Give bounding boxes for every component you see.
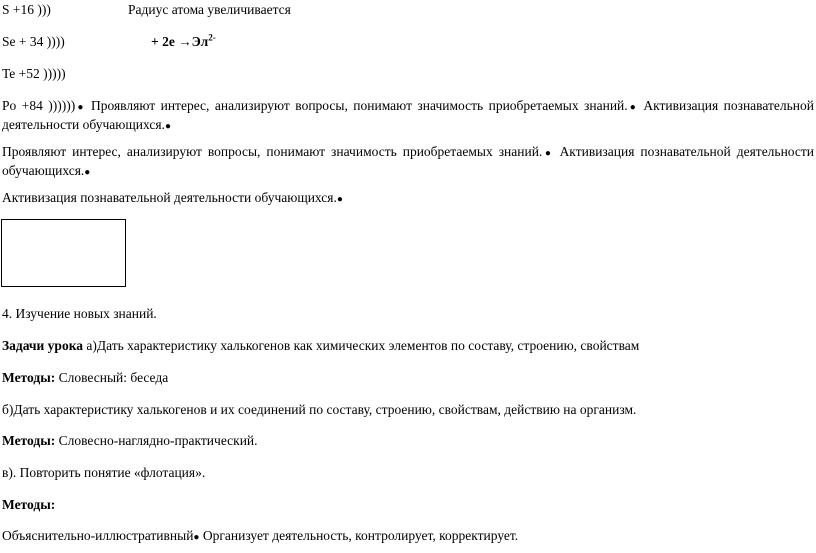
bullet-icon: ●: [542, 148, 554, 159]
methods-text: Словесно-наглядно-практический.: [55, 433, 258, 448]
paragraph-3: [2, 189, 343, 208]
methods-2: [2, 432, 258, 449]
bullet-icon: ●: [164, 121, 171, 132]
methods-label: Методы:: [2, 433, 56, 448]
bullet-icon: ●: [193, 532, 200, 543]
section-heading: 4. Изучение новых знаний.: [2, 306, 157, 321]
tasks-label: Задачи урока: [2, 338, 84, 353]
paragraph-3-text: Активизация познавательной деятельности обучающихся.: [2, 190, 337, 205]
ion-formula: [151, 33, 216, 50]
task-b: б)Дать характеристику халькогенов и их соединений по составу, строению, свойствам, действию на организм.: [2, 402, 637, 417]
methods-3-label: Методы:: [2, 497, 56, 512]
methods-1: [2, 369, 168, 386]
paragraph-2-text-a: Проявляют интерес, анализируют вопросы, понимают значимость приобретаемых знаний.: [2, 144, 543, 159]
last-line: [2, 527, 518, 546]
last-line-text-b: Организует деятельность, контролирует, корректирует.: [199, 528, 519, 543]
s-formula: S +16 ))): [2, 2, 51, 17]
lesson-tasks: [2, 337, 639, 354]
bullet-icon: ●: [336, 194, 343, 205]
paragraph-1-text-a: Проявляют интерес, анализируют вопросы, понимают значимость приобретаемых знаний.: [90, 98, 628, 113]
paragraph-1: [2, 97, 814, 135]
te-formula: Te +52 ))))): [2, 66, 66, 81]
methods-text: Словесный: беседа: [55, 370, 169, 385]
bullet-icon: ●: [75, 102, 86, 113]
bullet-icon: ●: [627, 102, 638, 113]
ion-charge: 2-: [208, 32, 216, 43]
paragraph-2-text-b: Активизация познавательной деятельности обучающихся.: [2, 144, 815, 178]
ion-formula-text: + 2е →Эл: [151, 34, 209, 49]
empty-frame: [1, 219, 126, 287]
po-formula: Po +84 )))))): [2, 98, 76, 113]
methods-label: Методы:: [2, 370, 56, 385]
bullet-icon: ●: [84, 167, 91, 178]
paragraph-1-text-b: Активизация познавательной деятельности обучающихся.: [2, 98, 814, 132]
task-c: в). Повторить понятие «флотация».: [2, 465, 206, 480]
paragraph-2: [2, 143, 814, 181]
tasks-text: а)Дать характеристику халькогенов как химических элементов по составу, строению, свойствам: [83, 338, 640, 353]
radius-statement: Радиус атома увеличивается: [128, 2, 291, 17]
last-line-text-a: Объяснительно-иллюстративный: [2, 528, 194, 543]
se-formula: Se + 34 )))): [2, 34, 65, 49]
